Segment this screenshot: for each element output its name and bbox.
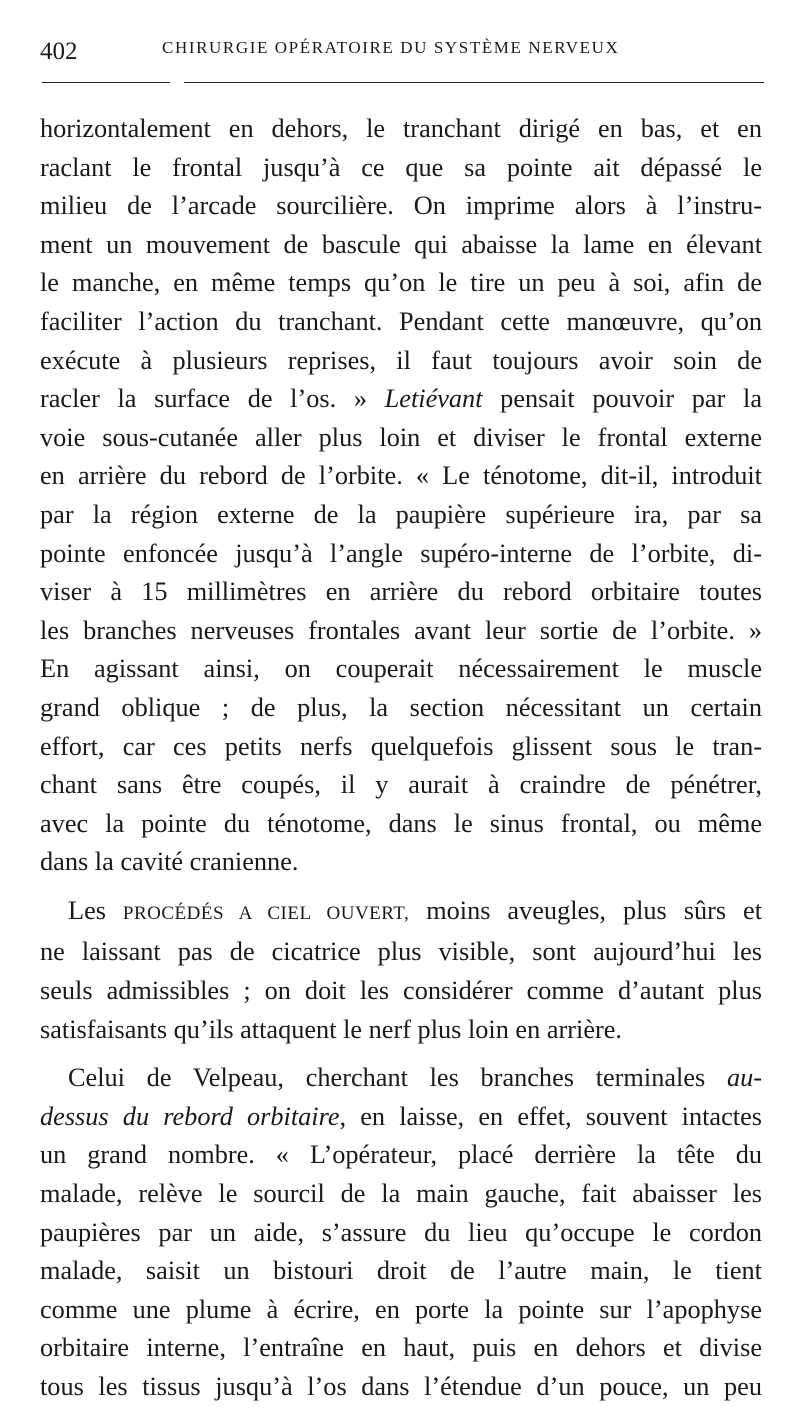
text-line: comme une plume à écrire, en porte la pointe sur l’apophyse xyxy=(40,1294,762,1324)
text-line xyxy=(40,380,762,419)
text-segment: racler la surface de l’os. » xyxy=(40,384,385,414)
text-line xyxy=(40,1098,762,1137)
italic-phrase: dessus du rebord orbitaire, xyxy=(40,1101,347,1131)
text-line: les branches nerveuses frontales avant leur sortie de l’orbite. » xyxy=(40,615,762,645)
text-segment: en laisse, en effet, souvent intactes xyxy=(346,1101,762,1131)
text-line: un grand nombre. « L’opérateur, placé derrière la tête du xyxy=(40,1140,762,1170)
text-line xyxy=(40,892,762,934)
text-line: seuls admissibles ; on doit les considérer comme d’autant plus xyxy=(40,976,762,1006)
header-rule-left xyxy=(42,82,170,83)
text-line: grand oblique ; de plus, la section nécessitant un certain xyxy=(40,692,762,722)
text-line: malade, relève le sourcil de la main gauche, fait abaisser les xyxy=(40,1179,762,1209)
text-line: En agissant ainsi, on couperait nécessairement le muscle xyxy=(40,654,762,684)
text-line: malade, saisit un bistouri droit de l’autre main, le tient xyxy=(40,1256,762,1286)
page-header xyxy=(40,30,762,70)
page-number: 402 xyxy=(40,38,78,65)
author-name-italic: Letiévant xyxy=(384,384,483,414)
text-line: milieu de l’arcade sourcilière. On imprime alors à l’instru- xyxy=(40,191,762,221)
text-segment: Celui de Velpeau, cherchant les branches terminales xyxy=(68,1063,727,1093)
text-line: orbitaire interne, l’entraîne en haut, puis en dehors et divise xyxy=(40,1333,762,1363)
text-line: exécute à plusieurs reprises, il faut toujours avoir soin de xyxy=(40,345,762,375)
text-line: tous les tissus jusqu’à l’os dans l’étendue d’un pouce, un peu xyxy=(40,1372,762,1401)
text-line: paupières par un aide, s’assure du lieu qu’occupe le cordon xyxy=(40,1217,762,1247)
smallcaps-phrase: PROCÉDÉS A CIEL OUVERT, xyxy=(122,902,410,924)
text-line: avec la pointe du ténotome, dans le sinus frontal, ou même xyxy=(40,808,762,838)
text-line: dans la cavité cranienne. xyxy=(40,847,299,877)
text-line: pointe enfoncée jusqu’à l’angle supéro-interne de l’orbite, di- xyxy=(40,538,762,568)
text-segment: Les xyxy=(68,895,123,925)
text-line: en arrière du rebord de l’orbite. « Le ténotome, dit-il, introduit xyxy=(40,461,762,491)
text-line: ment un mouvement de bascule qui abaisse la lame en élevant xyxy=(40,229,762,259)
text-line: viser à 15 millimètres en arrière du rebord orbitaire toutes xyxy=(40,577,762,607)
text-line: ne laissant pas de cicatrice plus visible, sont aujourd’hui les xyxy=(40,937,762,967)
text-line: horizontalement en dehors, le tranchant dirigé en bas, et en xyxy=(40,114,762,143)
text-line: effort, car ces petits nerfs quelquefois glissent sous le tran- xyxy=(40,731,762,761)
text-line: raclant le frontal jusqu’à ce que sa pointe ait dépassé le xyxy=(40,152,762,182)
text-line: le manche, en même temps qu’on le tire un peu à soi, afin de xyxy=(40,268,762,298)
text-line: par la région externe de la paupière supérieure ira, par sa xyxy=(40,499,762,529)
text-line: satisfaisants qu’ils attaquent le nerf plus loin en arrière. xyxy=(40,1014,622,1044)
italic-phrase: au- xyxy=(726,1063,762,1093)
running-title: CHIRURGIE OPÉRATOIRE DU SYSTÈME NERVEUX xyxy=(162,38,620,57)
header-rule-right xyxy=(184,82,764,83)
text-line: voie sous-cutanée aller plus loin et diviser le frontal externe xyxy=(40,422,762,452)
text-segment: moins aveugles, plus sûrs et xyxy=(409,895,762,925)
text-line: faciliter l’action du tranchant. Pendant cette manœuvre, qu’on xyxy=(40,306,762,336)
text-line: chant sans être coupés, il y aurait à craindre de pénétrer, xyxy=(40,770,762,800)
text-line xyxy=(40,1059,762,1098)
body-text xyxy=(40,110,762,1407)
text-segment: pensait pouvoir par la xyxy=(482,384,762,414)
